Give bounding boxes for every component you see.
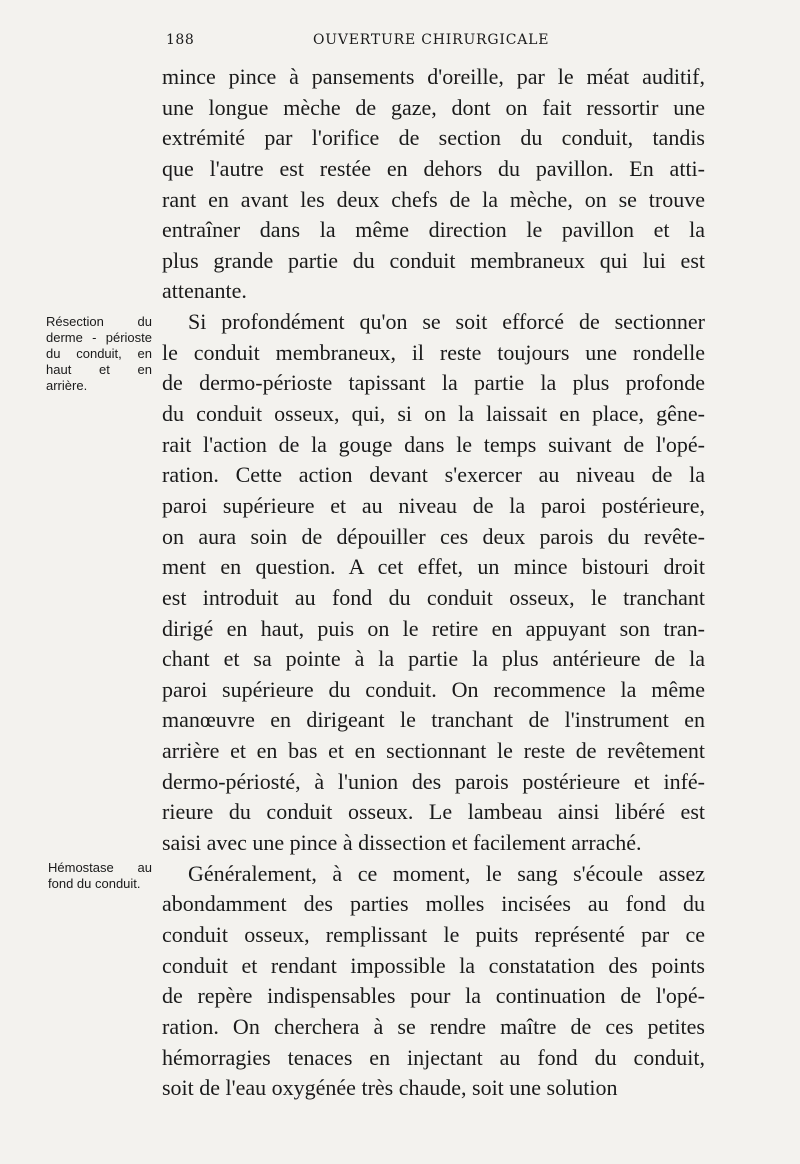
margin-note-line: du conduit, en bbox=[46, 346, 152, 361]
text-line: rant en avant les deux chefs de la mèche, on se trouve bbox=[162, 186, 705, 212]
text-line: dirigé en haut, puis on le retire en appuyant son tran- bbox=[162, 615, 705, 641]
text-line: attenante. bbox=[162, 278, 247, 304]
text-line: soit de l'eau oxygénée très chaude, soit une solution bbox=[162, 1075, 618, 1101]
text-line: ration. On cherchera à se rendre maître de ces petites bbox=[162, 1013, 705, 1039]
margin-note-resection bbox=[46, 314, 152, 394]
running-head bbox=[0, 26, 800, 50]
text-line: extrémité par l'orifice de section du conduit, tandis bbox=[162, 125, 705, 151]
text-line: est introduit au fond du conduit osseux, le tranchant bbox=[162, 584, 705, 610]
text-line: de dermo-périoste tapissant la partie la plus profonde bbox=[162, 370, 705, 396]
text-line: ment en question. A cet effet, un mince bistouri droit bbox=[162, 554, 705, 580]
text-line: arrière et en bas et en sectionnant le reste de revêtement bbox=[162, 738, 705, 764]
margin-note-line: haut et en bbox=[46, 362, 152, 377]
text-line: hémorragies tenaces en injectant au fond du conduit, bbox=[162, 1044, 705, 1070]
margin-note-line: Hémostase au bbox=[48, 860, 152, 875]
text-line: Si profondément qu'on se soit efforcé de sectionner bbox=[188, 309, 705, 335]
text-line: Généralement, à ce moment, le sang s'écoule assez bbox=[188, 860, 705, 886]
text-line: saisi avec une pince à dissection et facilement arraché. bbox=[162, 830, 642, 856]
text-line: abondamment des parties molles incisées au fond du bbox=[162, 891, 705, 917]
text-line: manœuvre en dirigeant le tranchant de l'instrument en bbox=[162, 707, 705, 733]
paragraph bbox=[162, 307, 705, 859]
text-line: rieure du conduit osseux. Le lambeau ainsi libéré est bbox=[162, 799, 705, 825]
text-line: dermo-périosté, à l'union des parois postérieure et infé- bbox=[162, 768, 705, 794]
text-line: rait l'action de la gouge dans le temps suivant de l'opé- bbox=[162, 431, 705, 457]
text-line: paroi supérieure et au niveau de la paroi postérieure, bbox=[162, 492, 705, 518]
margin-note-hemostase bbox=[48, 860, 152, 892]
margin-note-line: derme - périoste bbox=[46, 330, 152, 345]
text-line: plus grande partie du conduit membraneux qui lui est bbox=[162, 247, 705, 273]
text-line: entraîner dans la même direction le pavillon et la bbox=[162, 217, 705, 243]
text-line: du conduit osseux, qui, si on la laissait en place, gêne- bbox=[162, 401, 705, 427]
margin-note-line: Résection du bbox=[46, 314, 152, 329]
text-line: conduit osseux, remplissant le puits représenté par ce bbox=[162, 921, 705, 947]
text-line: que l'autre est restée en dehors du pavillon. En atti- bbox=[162, 155, 705, 181]
text-line: paroi supérieure du conduit. On recommence la même bbox=[162, 676, 705, 702]
text-line: ration. Cette action devant s'exercer au niveau de la bbox=[162, 462, 705, 488]
body-text bbox=[162, 62, 705, 1104]
paragraph bbox=[162, 62, 705, 307]
text-line: conduit et rendant impossible la constatation des points bbox=[162, 952, 705, 978]
paragraph bbox=[162, 859, 705, 1104]
text-line: une longue mèche de gaze, dont on fait ressortir une bbox=[162, 94, 705, 120]
text-line: chant et sa pointe à la partie la plus antérieure de la bbox=[162, 646, 705, 672]
margin-note-line: arrière. bbox=[46, 378, 88, 393]
margin-note-line: fond du conduit. bbox=[48, 876, 141, 891]
page-number: 188 bbox=[166, 32, 195, 48]
text-line: de repère indispensables pour la continuation de l'opé- bbox=[162, 983, 705, 1009]
text-line: mince pince à pansements d'oreille, par le méat auditif, bbox=[162, 64, 705, 89]
text-line: le conduit membraneux, il reste toujours une rondelle bbox=[162, 339, 705, 365]
text-line: on aura soin de dépouiller ces deux parois du revête- bbox=[162, 523, 705, 549]
running-title: OUVERTURE CHIRURGICALE bbox=[313, 32, 550, 48]
